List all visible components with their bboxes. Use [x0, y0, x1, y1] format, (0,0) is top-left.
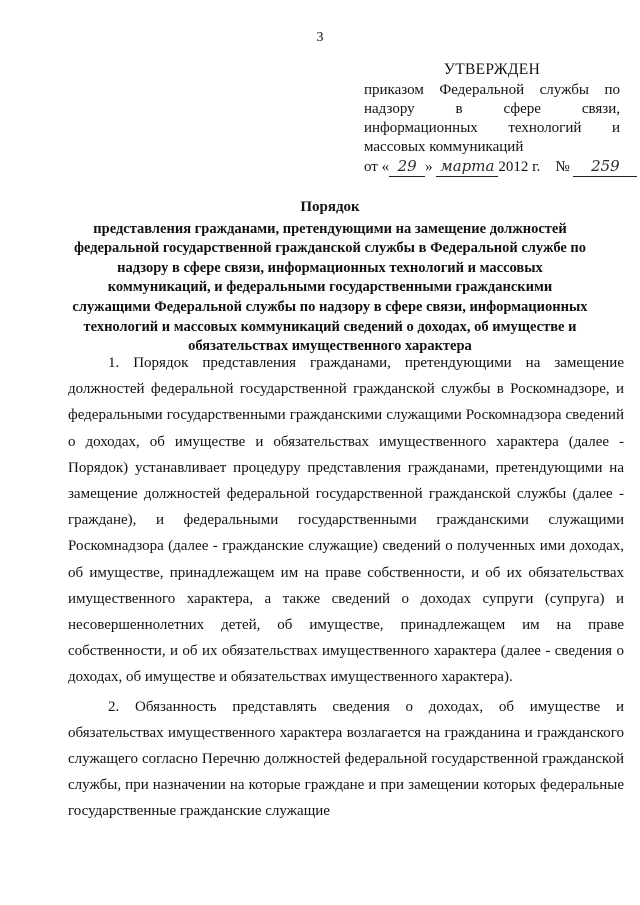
page-number: 3	[316, 30, 324, 45]
number-prefix: №	[555, 159, 570, 175]
heading-subtitle: представления гражданами, претендующими на замещение должностей федеральной государственной гражданской службы в Федеральной службе по надзору в сфере связи, информационных технологий и массовых коммуникаций, и федеральными государственными гражданскими служащими Федеральной службы по надзору в сфере связи, информационных технологий и массовых коммуникаций сведений о доходах, об имуществе и обязательствах имущественного характера	[72, 220, 588, 355]
date-quote-close: »	[425, 159, 433, 175]
approval-line: информационных технологий и	[364, 120, 620, 136]
document-body	[68, 350, 624, 825]
handwritten-day: 29	[389, 157, 425, 177]
approval-block	[364, 60, 620, 177]
document-heading	[70, 198, 590, 357]
approval-line: надзору в сфере связи,	[364, 101, 620, 117]
handwritten-number: 259	[573, 157, 637, 177]
approval-line: приказом Федеральной службы по	[364, 82, 620, 98]
approval-date-line	[364, 157, 620, 177]
paragraph-1: 1. Порядок представления гражданами, претендующими на замещение должностей федеральной государственной гражданской службы в Роскомнадзоре, и федеральными государственными гражданскими служащими Роскомнадзора сведений о доходах, об имуществе и обязательствах имущественного характера (далее - Порядок) устанавливает процедуру представления гражданами, претендующими на замещение должностей федеральной государственной гражданской службы (далее - граждане), и федеральными государственными гражданскими служащими Роскомнадзора (далее - гражданские служащие) сведений о полученных ими доходах, об имуществе, принадлежащем им на праве собственности, и об их обязательствах имущественного характера, а также сведений о доходах супруги (супруга) и несовершеннолетних детей, об имуществе, принадлежащем им на праве собственности, и об их обязательствах имущественного характера (далее - сведения о доходах, об имуществе и обязательствах имущественного характера).	[68, 355, 624, 686]
heading-title: Порядок	[300, 199, 360, 215]
approval-line: массовых коммуникаций	[364, 139, 524, 155]
handwritten-month: марта	[436, 157, 498, 177]
paragraph-2: 2. Обязанность представлять сведения о доходах, об имуществе и обязательствах имущественного характера возлагается на гражданина и гражданского служащего согласно Перечню должностей федеральной государственной гражданской службы, при назначении на которые граждане и при замещении которых федеральные государственные гражданские служащие	[68, 698, 624, 820]
date-prefix: от «	[364, 159, 390, 175]
date-year: 2012 г.	[498, 159, 541, 175]
approval-title: УТВЕРЖДЕН	[443, 61, 541, 78]
